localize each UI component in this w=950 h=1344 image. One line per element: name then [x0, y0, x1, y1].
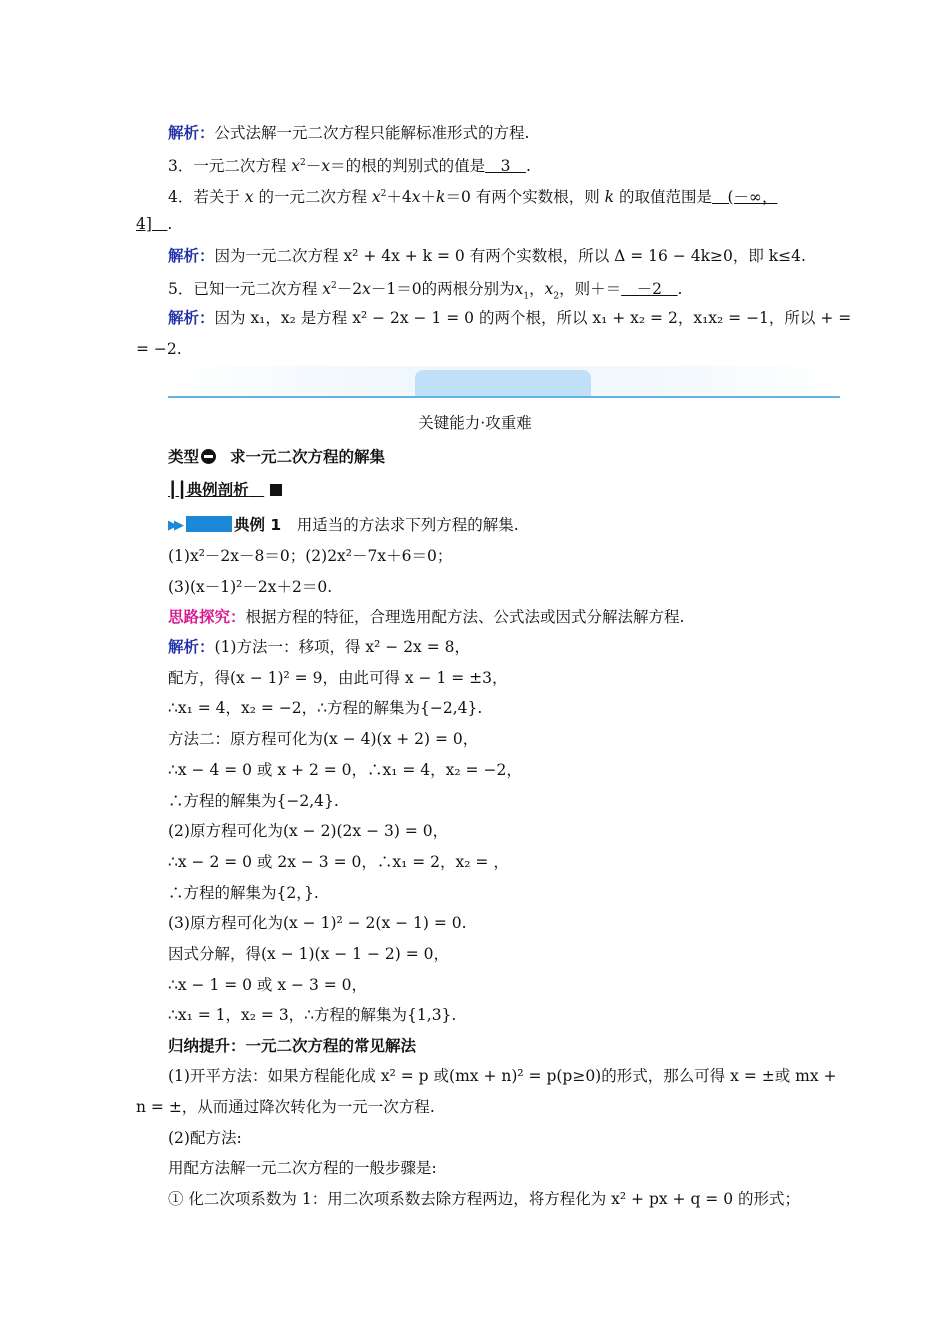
- example-tag-icon: [186, 516, 232, 532]
- q5-answer: －2: [621, 280, 678, 299]
- example-header-label: ┃┃典例剖析: [168, 481, 249, 499]
- q4-text-3: 的取值范围是: [614, 188, 712, 207]
- example-header: [168, 480, 282, 500]
- method-2-title: (2)配方法:: [168, 1129, 242, 1147]
- number-one-icon: [201, 449, 216, 464]
- q4-answer-2: 4]: [136, 215, 168, 233]
- q3-answer: 3: [485, 157, 526, 176]
- solution-line-5: ∴x − 4 = 0 或 x + 2 = 0，∴x₁ = 4，x₂ = −2，: [168, 761, 522, 779]
- example-1: [168, 515, 519, 536]
- example-text: 用适当的方法求下列方程的解集.: [296, 516, 519, 534]
- solution-line-1: [168, 637, 470, 657]
- method-2-line-2: ① 化二次项系数为 1：用二次项系数去除方程两边，将方程化为 x² + px + q = 0 的形式；: [168, 1190, 800, 1208]
- question-4-cont: [136, 214, 172, 234]
- solution-line-4: 方法二：原方程可化为(x − 4)(x + 2) = 0，: [168, 730, 479, 748]
- solution-line-8: ∴x − 2 = 0 或 2x − 3 = 0，∴x₁ = 2，x₂ = ，: [168, 853, 509, 871]
- q4-end: .: [167, 215, 173, 233]
- q3-prefix: 3．一元二次方程: [168, 157, 292, 176]
- method-2-line-1: 用配方法解一元二次方程的一般步骤是:: [168, 1159, 437, 1177]
- summary-title: 归纳提升：一元二次方程的常见解法: [168, 1037, 417, 1055]
- section-divider: [168, 396, 840, 398]
- analysis-label: 解析：: [168, 309, 215, 327]
- analysis-4-text: 因为一元二次方程 x² + 4x + k = 0 有两个实数根，所以 Δ = 16 − 4k≥0，即 k≤4.: [214, 247, 806, 265]
- solution-line-9: ∴方程的解集为{2，}.: [168, 884, 319, 902]
- q3-text: 的根的判别式的值是: [345, 157, 486, 176]
- solution-line-6: ∴方程的解集为{−2,4}.: [168, 792, 339, 810]
- question-5: 5．已知一元二次方程 $x^2-2x-1=0$的两根分别为$x_1$，$x_2$，则＋＝ －2 .: [168, 280, 683, 302]
- q5-text-1: ＝0的两根分别为: [396, 280, 515, 299]
- method-1-line-1: (1)开平方法：如果方程能化成 x² = p 或(mx + n)² = p(p≥0)的形式，那么可得 x = ±或 mx +: [168, 1067, 837, 1085]
- analysis-5-cont: [136, 339, 182, 359]
- solution-text-1: (1)方法一：移项，得 x² − 2x = 8，: [214, 638, 471, 656]
- q4-text-1: 的一元二次方程: [253, 188, 372, 207]
- equation-3: (3)(x－1)²－2x＋2＝0.: [168, 578, 333, 596]
- solution-line-13: ∴x₁ = 1，x₂ = 3，∴方程的解集为{1,3}.: [168, 1006, 457, 1024]
- analysis-text: 公式法解一元二次方程只能解标准形式的方程.: [214, 124, 530, 142]
- equations-1-2: (1)x²－2x－8＝0；(2)2x²－7x＋6＝0；: [168, 547, 453, 565]
- question-4: 4．若关于 x 的一元二次方程 $x^2+4x+k=0$ 有两个实数根，则 k 的取值范围是 (－∞，: [168, 188, 778, 207]
- q4-text-2: ＝0 有两个实数根，则: [445, 188, 605, 207]
- analysis-5-text-2: = −2.: [136, 340, 182, 358]
- section-title: 关键能力·攻重难: [418, 414, 532, 432]
- q5-prefix: 5．已知一元二次方程: [168, 280, 323, 299]
- solution-line-10: (3)原方程可化为(x − 1)² − 2(x − 1) = 0.: [168, 914, 467, 932]
- q4-prefix: 4．若关于: [168, 188, 245, 207]
- solution-line-3: ∴x₁ = 4，x₂ = −2，∴方程的解集为{−2,4}.: [168, 699, 483, 717]
- method-1-line-2: n = ±，从而通过降次转化为一元一次方程.: [136, 1098, 435, 1116]
- idea-line: [168, 607, 684, 627]
- question-3: 3．一元二次方程 $x^2-x=$的根的判别式的值是 3 .: [168, 157, 531, 176]
- analysis-5-text-1: 因为 x₁，x₂ 是方程 x² − 2x − 1 = 0 的两个根，所以 x₁ + x₂ = 2，x₁x₂ = −1，所以 + =: [214, 309, 852, 327]
- example-label: 典例 1: [234, 516, 282, 534]
- type-heading: [168, 447, 385, 467]
- type-prefix: 类型: [168, 448, 200, 466]
- analysis-5: [168, 308, 851, 328]
- section-banner-tab: [415, 370, 591, 397]
- analysis-4: [168, 246, 806, 266]
- q3-end: .: [525, 157, 531, 176]
- analysis-label: 解析：: [168, 124, 215, 142]
- solution-line-2: 配方，得(x − 1)² = 9，由此可得 x − 1 = ±3，: [168, 669, 508, 687]
- double-arrow-icon: ▶▶: [168, 518, 180, 533]
- q4-answer-1: (－∞，: [712, 188, 778, 207]
- q5-text-2: ，则＋＝: [559, 280, 622, 299]
- analysis-label: 解析：: [168, 638, 215, 656]
- square-icon: [270, 484, 282, 496]
- solution-line-12: ∴x − 1 = 0 或 x − 3 = 0，: [168, 976, 368, 994]
- idea-text: 根据方程的特征，合理选用配方法、公式法或因式分解法解方程.: [245, 608, 685, 626]
- q5-end: .: [677, 280, 683, 299]
- type-title: 求一元二次方程的解集: [230, 448, 386, 466]
- analysis-line-1: [168, 123, 529, 143]
- idea-label: 思路探究：: [168, 608, 246, 626]
- solution-line-11: 因式分解，得(x − 1)(x − 1 − 2) = 0，: [168, 945, 449, 963]
- solution-line-7: (2)原方程可化为(x − 2)(2x − 3) = 0，: [168, 822, 449, 840]
- analysis-label: 解析：: [168, 247, 215, 265]
